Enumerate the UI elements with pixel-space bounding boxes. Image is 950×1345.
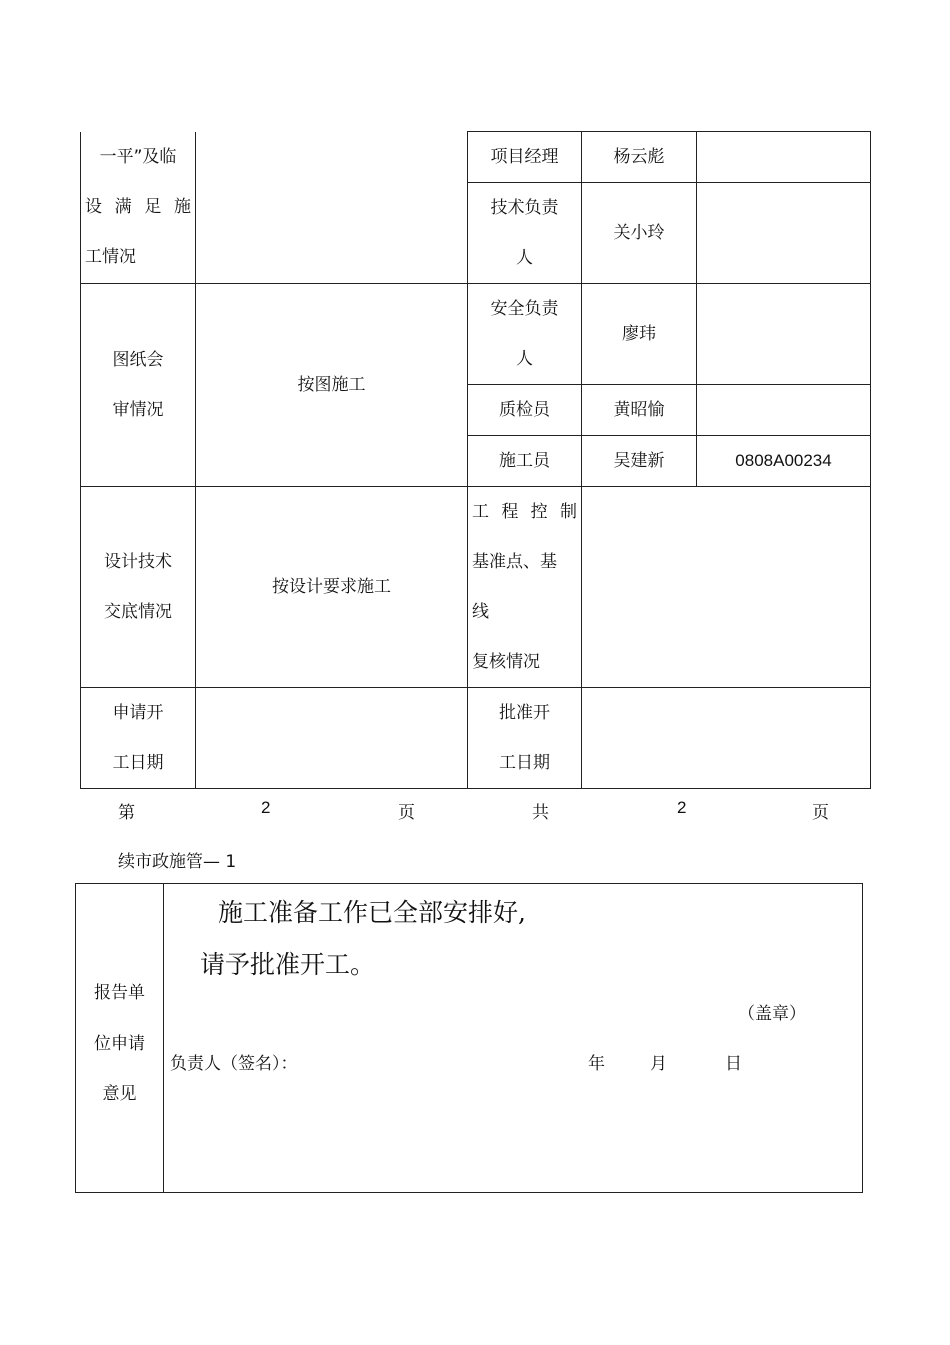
report-month: 月	[650, 1054, 667, 1074]
control-point-content	[582, 487, 871, 688]
page-footer	[118, 798, 830, 822]
approve-date-value	[582, 688, 871, 789]
site-readiness-label: 一平”及临 设 满 足 施 工情况	[81, 132, 196, 284]
report-box	[75, 883, 863, 1193]
continuation-title: 续市政施管— 1	[118, 852, 237, 872]
site-readiness-content	[196, 132, 468, 284]
qc-name: 黄昭愉	[582, 385, 697, 436]
apply-date-value	[196, 688, 468, 789]
construction-info-table	[80, 131, 871, 789]
report-signer: 负责人（签名）：	[170, 1054, 298, 1074]
drawing-review-content: 按图施工	[196, 284, 468, 487]
pm-label: 项目经理	[468, 132, 582, 183]
report-year: 年	[588, 1054, 605, 1074]
report-line-2: 请予批准开工。	[200, 950, 376, 979]
worker-label: 施工员	[468, 436, 582, 487]
design-briefing-content: 按设计要求施工	[196, 487, 468, 688]
design-briefing-label: 设计技术 交底情况	[81, 487, 196, 688]
tech-lead-label: 技术负责 人	[468, 183, 582, 284]
page-number: 2	[261, 798, 271, 817]
tech-lead-extra	[697, 183, 871, 284]
page-gong: 共	[532, 803, 549, 823]
drawing-review-label: 图纸会 审情况	[81, 284, 196, 487]
report-seal: （盖章）	[738, 1004, 806, 1024]
pm-extra	[697, 132, 871, 183]
page-total: 2	[677, 798, 687, 817]
report-day: 日	[725, 1054, 742, 1074]
safety-lead-name: 廖玮	[582, 284, 697, 385]
approve-date-label: 批准开 工日期	[468, 688, 582, 789]
apply-date-label: 申请开 工日期	[81, 688, 196, 789]
worker-name: 吴建新	[582, 436, 697, 487]
worker-code: 0808A00234	[697, 436, 871, 487]
report-line-1: 施工准备工作已全部安排好,	[218, 898, 526, 927]
qc-extra	[697, 385, 871, 436]
control-point-label: 工 程 控 制 基准点、基 线 复核情况	[468, 487, 582, 688]
page-di: 第	[118, 803, 135, 823]
pm-name: 杨云彪	[582, 132, 697, 183]
report-label: 报告单 位申请 意见	[76, 884, 164, 1192]
tech-lead-name: 关小玲	[582, 183, 697, 284]
safety-lead-extra	[697, 284, 871, 385]
page-ye-2: 页	[812, 803, 829, 823]
qc-label: 质检员	[468, 385, 582, 436]
safety-lead-label: 安全负责 人	[468, 284, 582, 385]
page-ye-1: 页	[398, 803, 415, 823]
